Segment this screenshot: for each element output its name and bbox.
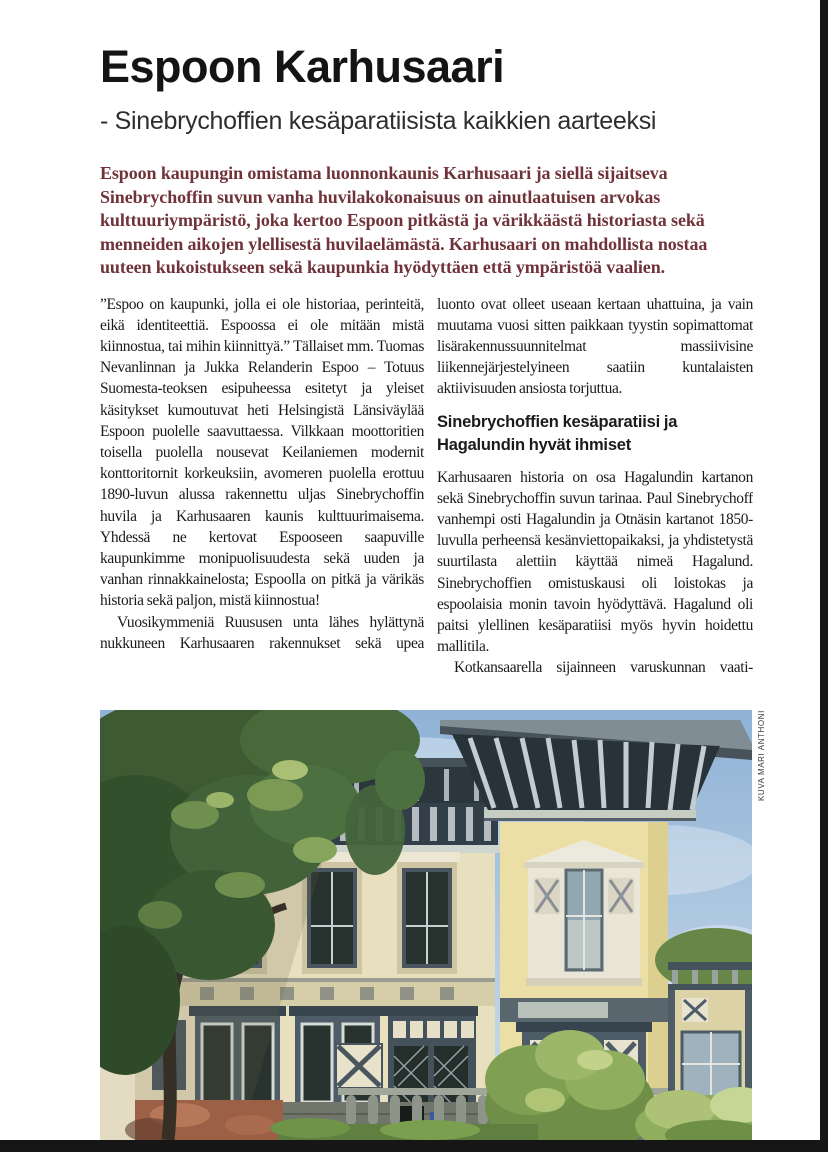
body-paragraph-5: Kotkansaarella sijainneen varuskunnan vaati-	[454, 659, 753, 677]
body-paragraph-1: ”Espoo on kaupunki, jolla ei ole historiaa, perinteitä, eikä identiteettiä. Espoossa ei ole mitään mistä kiinnostua, tai mihin kiinnittyä.” Tällaiset mm. Tuomas Nevanlinnan ja Jukka Relanderin Espoo – Totuus Suomesta-teoksen esipuheessa esitetyt ja yleiset käsitykset kumoutuvat heti Helsingistä Länsiväylää Espoon puolelle saavuttaessa. Vilkkaan moottoritien toisella puolella nousevat Keilaniemen modernit konttoritornit korkeuksiin, avomeren puolella erottuu 1890-luvun alussa rakennettu uljas Sinebrychoffin huvila ja Karhusaaren kaunis kulttuurimaisema. Yhdessä ne kertovat Espooseen saapuville kaupunkimme monipuolisuudesta sekä uuden ja vanhan rinnakkainelosta; Espoolla on pitkä ja värikäs historia sekä paljon, mistä kiinnostua!	[100, 295, 424, 610]
section-subheading	[437, 411, 753, 457]
page-title: Espoon Karhusaari	[100, 41, 505, 92]
subheading-line-2: Hagalundin hyvät ihmiset	[437, 435, 632, 454]
body-columns	[100, 294, 753, 686]
lead-paragraph: Espoon kaupungin omistama luonnonkaunis Karhusaari ja siellä sijaitseva Sinebrychoffin suvun vanha huvilakokonaisuus on ainutlaatuisen arvokas kulttuuriympäristö, joka kertoo Espoon pitkästä ja värikkäästä historiasta sekä menneiden aikojen ylellisestä huvilaelämästä. Karhusaari on mahdollista nostaa uuteen kukoistukseen sekä kaupunkia hyödyttäen että ympäristöä vaalien.	[100, 163, 708, 277]
body-paragraph-3: luonto ovat olleet useaan kertaan uhattuina, ja vain muutama vuosi sitten paikkaan tyystin sopimattomat lisärakennussuunnitelmat massiivisine liikennejärjestelyineen saatiin kuntalaisten aktiivisuuden ansiosta torjuttua.	[437, 295, 753, 398]
villa-photo	[100, 710, 752, 1140]
body-paragraph-2: Vuosikymmeniä Ruususen unta lähes hylättynä nukkuneen Karhusaaren rakennukset sekä upea	[100, 613, 424, 652]
body-paragraph-4: Karhusaaren historia on osa Hagalundin kartanon sekä Sinebrychoffin suvun tarinaa. Paul Sinebrychoff vanhempi osti Hagalundin ja Otnäsin kartanot 1850-luvulla perheensä kesänviettopaikaksi, ja yhdistetystä suurtilasta alettiin käyttää nimeä Hagalund. Sinebrychoffien omistuskausi oli loistokas ja espoolaisia monin tavoin hyödyttävä. Hagalund oli paitsi ylellinen kesäparatiisi myös hyvin hoidettu mallitila.	[437, 468, 753, 656]
page-edge-bottom	[0, 1140, 828, 1152]
page-edge-right	[820, 0, 828, 1152]
subheading-line-1: Sinebrychoffien kesäparatiisi ja	[437, 412, 678, 431]
photo-credit: KUVA MARI ANTHONI	[757, 710, 766, 801]
column-right	[437, 294, 753, 686]
villa-photo-illustration	[100, 710, 752, 1140]
page-subtitle: - Sinebrychoffien kesäparatiisista kaikkien aarteeksi	[100, 107, 657, 135]
column-left	[100, 294, 424, 686]
